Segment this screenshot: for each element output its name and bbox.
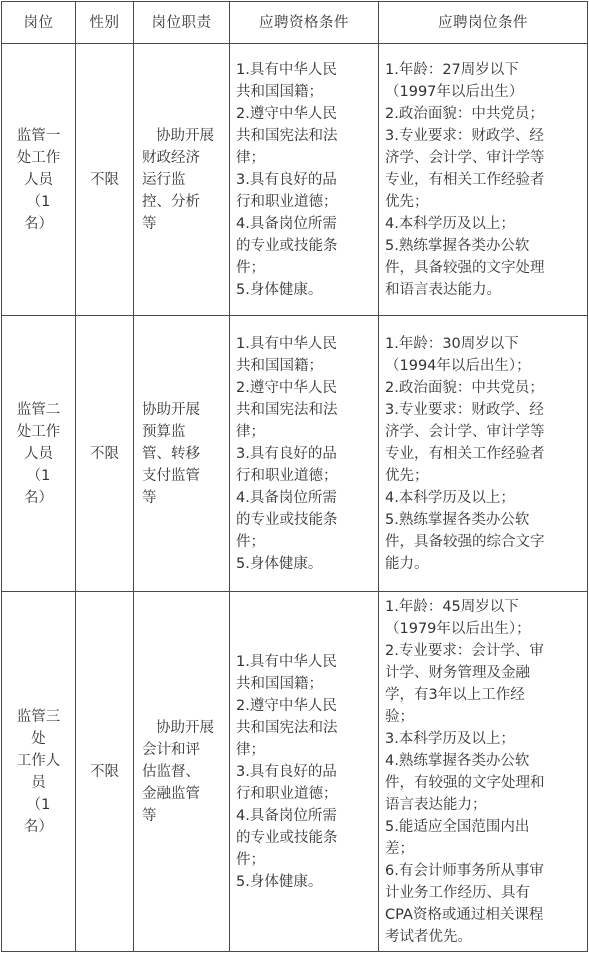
text-line: 行和职业道德； xyxy=(236,467,338,484)
position-cell xyxy=(2,316,76,592)
position-cell xyxy=(2,44,76,316)
text-line: （1 xyxy=(26,193,51,210)
text-line: 的专业或技能条 xyxy=(236,237,338,254)
text-line: 金融监管 xyxy=(142,785,200,802)
text-line: （1 xyxy=(26,796,51,813)
text-line: 件； xyxy=(236,851,265,868)
text-line: 行和职业道德； xyxy=(236,785,338,802)
header-row xyxy=(2,2,588,44)
text-line: 3.专业要求：财政学、经 xyxy=(385,127,544,144)
text-line: 件，具备较强的文字处理 xyxy=(385,259,545,276)
text-line: 件，有较强的文字处理和 xyxy=(385,774,545,791)
text-line: 5.身体健康。 xyxy=(236,281,323,298)
text-line: CPA资格或通过相关课程 xyxy=(385,906,544,923)
text-line: 件，具备较强的综合文字 xyxy=(385,533,545,550)
text-line: 共和国国籍； xyxy=(236,83,323,100)
gender-cell: 不限 xyxy=(76,316,134,592)
text-line: 监管二 xyxy=(16,401,61,418)
text-line: 3.具有良好的品 xyxy=(236,445,337,462)
text-line: 管、转移 xyxy=(142,445,200,462)
text-line: （1979年以后出生）； xyxy=(385,620,531,637)
text-line: 5.熟练掌握各类办公软 xyxy=(385,511,530,528)
text-line: 预算监 xyxy=(142,423,186,440)
text-line: 3.具有良好的品 xyxy=(236,171,337,188)
text-line: 共和国国籍； xyxy=(236,357,323,374)
text-line: 处工作 xyxy=(16,149,61,166)
position-cell xyxy=(2,592,76,952)
text-line: 处 xyxy=(31,730,46,747)
text-line: 1.年龄：27周岁以下 xyxy=(385,61,519,78)
text-line: 4.本科学历及以上； xyxy=(385,215,515,232)
text-line: 协助开展 xyxy=(156,127,214,144)
text-line: 3.本科学历及以上； xyxy=(385,730,515,747)
gender-cell: 不限 xyxy=(76,592,134,952)
header-duty: 岗位职责 xyxy=(134,2,230,44)
text-line: 监管一 xyxy=(16,127,61,144)
text-line: 协助开展 xyxy=(156,719,214,736)
text-line: 财政经济 xyxy=(142,149,200,166)
text-line: 3.具有良好的品 xyxy=(236,763,337,780)
text-line: 处工作 xyxy=(16,423,61,440)
text-line: （1994年以后出生）； xyxy=(385,357,531,374)
text-line: 支付监管 xyxy=(142,467,200,484)
job-table xyxy=(1,1,588,952)
text-line: 济学、会计学、审计学等 xyxy=(385,149,545,166)
table-row xyxy=(2,592,588,952)
text-line: 2.专业要求：会计学、审 xyxy=(385,642,544,659)
text-line: 的专业或技能条 xyxy=(236,829,338,846)
text-line: 1.年龄：45周岁以下 xyxy=(385,598,519,615)
text-line: 人员 xyxy=(24,171,53,188)
text-line: 监管三 xyxy=(16,708,61,725)
text-line: 专业，有相关工作经验者 xyxy=(385,171,545,188)
text-line: 4.具备岗位所需 xyxy=(236,215,337,232)
text-line: 等 xyxy=(142,489,157,506)
text-line: 行和职业道德； xyxy=(236,193,338,210)
text-line: 差； xyxy=(385,840,414,857)
text-line: 工作人 xyxy=(16,752,61,769)
text-line: 1.具有中华人民 xyxy=(236,653,337,670)
text-line: 专业，有相关工作经验者 xyxy=(385,445,545,462)
text-line: 优先； xyxy=(385,467,429,484)
text-line: 考试者优先。 xyxy=(385,928,472,945)
text-line: 1.年龄：30周岁以下 xyxy=(385,335,519,352)
qualifications-cell xyxy=(230,592,379,952)
text-line: 优先； xyxy=(385,193,429,210)
gender-cell: 不限 xyxy=(76,44,134,316)
text-line: 人员 xyxy=(24,445,53,462)
text-line: 1.具有中华人民 xyxy=(236,61,337,78)
text-line: 共和国宪法和法 xyxy=(236,401,338,418)
text-line: 5.身体健康。 xyxy=(236,555,323,572)
text-line: 和语言表达能力。 xyxy=(385,281,501,298)
duty-cell xyxy=(134,44,230,316)
text-line: 律； xyxy=(236,741,265,758)
conditions-cell xyxy=(379,44,588,316)
header-position: 岗位 xyxy=(2,2,76,44)
text-line: 4.熟练掌握各类办公软 xyxy=(385,752,530,769)
text-line: 估监督、 xyxy=(142,763,200,780)
duty-cell xyxy=(134,316,230,592)
table-row xyxy=(2,44,588,316)
text-line: 学，有3年以上工作经 xyxy=(385,686,525,703)
text-line: （1997年以后出生） xyxy=(385,83,524,100)
text-line: 能力。 xyxy=(385,555,429,572)
text-line: 共和国宪法和法 xyxy=(236,127,338,144)
text-line: 件； xyxy=(236,259,265,276)
text-line: 名） xyxy=(24,489,53,506)
text-line: 共和国国籍； xyxy=(236,675,323,692)
text-line: 计学、财务管理及金融 xyxy=(385,664,530,681)
text-line: 1.具有中华人民 xyxy=(236,335,337,352)
text-line: 共和国宪法和法 xyxy=(236,719,338,736)
duty-cell xyxy=(134,592,230,952)
text-line: 语言表达能力； xyxy=(385,796,487,813)
table-body xyxy=(2,44,588,952)
text-line: 等 xyxy=(142,215,157,232)
text-line: 2.遵守中华人民 xyxy=(236,697,337,714)
text-line: 5.身体健康。 xyxy=(236,873,323,890)
text-line: 件； xyxy=(236,533,265,550)
text-line: 4.本科学历及以上； xyxy=(385,489,515,506)
text-line: 会计和评 xyxy=(142,741,200,758)
header-qualifications: 应聘资格条件 xyxy=(230,2,379,44)
text-line: 名） xyxy=(24,818,53,835)
text-line: 4.具备岗位所需 xyxy=(236,807,337,824)
conditions-cell xyxy=(379,316,588,592)
text-line: 律； xyxy=(236,423,265,440)
text-line: 4.具备岗位所需 xyxy=(236,489,337,506)
text-line: 控、分析 xyxy=(142,193,200,210)
header-conditions: 应聘岗位条件 xyxy=(379,2,588,44)
text-line: 的专业或技能条 xyxy=(236,511,338,528)
table-header xyxy=(2,2,588,44)
table-row xyxy=(2,316,588,592)
text-line: 名） xyxy=(24,215,53,232)
text-line: 协助开展 xyxy=(142,401,200,418)
qualifications-cell xyxy=(230,44,379,316)
text-line: 计业务工作经历、具有 xyxy=(385,884,530,901)
text-line: 5.能适应全国范围内出 xyxy=(385,818,530,835)
conditions-cell xyxy=(379,592,588,952)
text-line: （1 xyxy=(26,467,51,484)
text-line: 运行监 xyxy=(142,171,186,188)
text-line: 3.专业要求：财政学、经 xyxy=(385,401,544,418)
text-line: 5.熟练掌握各类办公软 xyxy=(385,237,530,254)
text-line: 2.遵守中华人民 xyxy=(236,379,337,396)
header-gender: 性别 xyxy=(76,2,134,44)
text-line: 2.政治面貌：中共党员； xyxy=(385,379,544,396)
text-line: 等 xyxy=(142,807,157,824)
text-line: 济学、会计学、审计学等 xyxy=(385,423,545,440)
text-line: 员 xyxy=(31,774,46,791)
text-line: 2.遵守中华人民 xyxy=(236,105,337,122)
text-line: 2.政治面貌：中共党员； xyxy=(385,105,544,122)
qualifications-cell xyxy=(230,316,379,592)
text-line: 律； xyxy=(236,149,265,166)
text-line: 验； xyxy=(385,708,414,725)
text-line: 6.有会计师事务所从事审 xyxy=(385,862,544,879)
